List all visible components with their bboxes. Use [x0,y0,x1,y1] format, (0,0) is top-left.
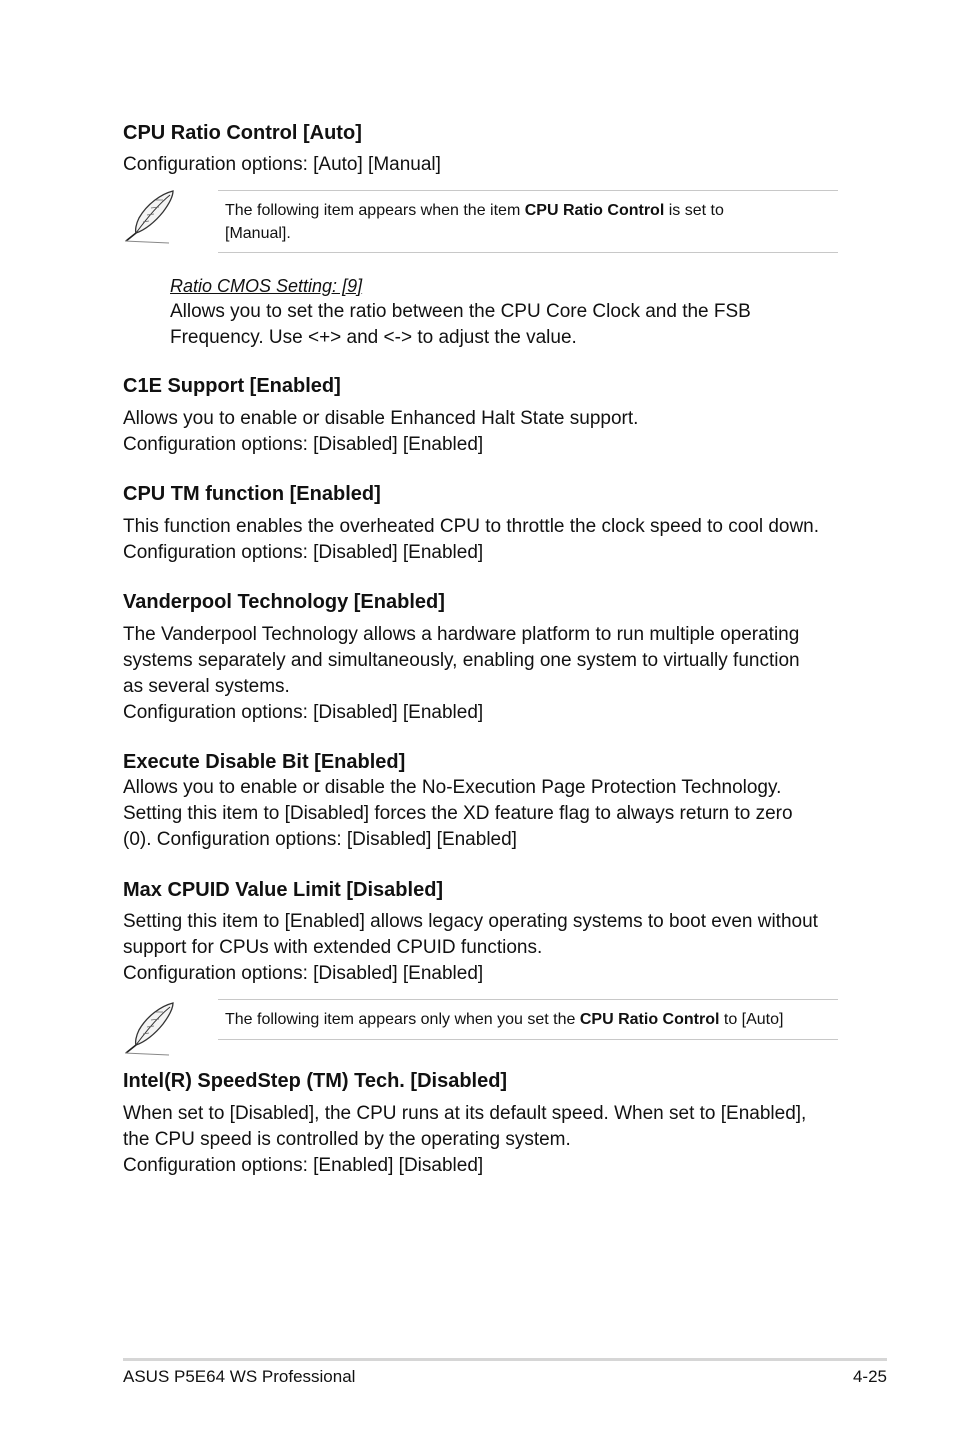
body-line: When set to [Disabled], the CPU runs at its default speed. When set to [Enabled], [123,1103,807,1124]
heading-vanderpool-technology: Vanderpool Technology [Enabled] [123,591,445,613]
body-line: Allows you to set the ratio between the CPU Core Clock and the FSB [170,301,751,322]
max-cpuid-value-limit-body [123,909,818,987]
body-line: The Vanderpool Technology allows a hardware platform to run multiple operating [123,624,800,645]
body-line: Configuration options: [Auto] [Manual] [123,154,441,175]
footer-page-number: 4-25 [852,1367,887,1386]
c1e-support-body [123,406,638,458]
body-line: This function enables the overheated CPU to throttle the clock speed to cool down. [123,516,820,537]
body-line: Configuration options: [Disabled] [Enabled] [123,702,484,723]
ratio-cmos-setting-title: Ratio CMOS Setting: [9] [170,276,363,296]
cpu-tm-function-body [123,514,819,566]
note-bold-item: CPU Ratio Control [524,202,665,219]
body-line: Configuration options: [Disabled] [Enabled] [123,963,484,984]
heading-execute-disable-bit: Execute Disable Bit [Enabled] [123,751,406,773]
note-text: The following item appears when the item CPU Ratio Control is set to [Manual]. [225,202,724,242]
note-top-rule [218,999,838,1000]
body-line: Allows you to enable or disable the No-Execution Page Protection Technology. [123,777,782,798]
feather-pen-icon [123,188,179,244]
heading-max-cpuid-value-limit: Max CPUID Value Limit [Disabled] [123,879,444,901]
heading-cpu-tm-function: CPU TM function [Enabled] [123,483,381,505]
intel-speedstep-body [123,1101,806,1179]
body-line: Allows you to enable or disable Enhanced Halt State support. [123,408,639,429]
body-line: Configuration options: [Enabled] [Disabled] [123,1155,484,1176]
ratio-cmos-setting-body [170,273,751,351]
vanderpool-technology-body [123,622,800,726]
body-line: systems separately and simultaneously, enabling one system to virtually function [123,650,800,671]
note-top-rule [218,190,838,191]
heading-cpu-ratio-control: CPU Ratio Control [Auto] [123,122,362,144]
heading-intel-speedstep: Intel(R) SpeedStep (TM) Tech. [Disabled] [123,1070,508,1092]
body-line: Configuration options: [Disabled] [Enabled] [123,542,484,563]
body-line: as several systems. [123,676,290,697]
body-line: the CPU speed is controlled by the operating system. [123,1129,571,1150]
note-bottom-rule [218,252,838,253]
body-line: Frequency. Use <+> and <-> to adjust the value. [170,327,577,348]
footer-product-name: ASUS P5E64 WS Professional [123,1367,356,1386]
footer-rule [123,1358,887,1361]
body-line: Setting this item to [Enabled] allows legacy operating systems to boot even without [123,911,818,932]
heading-c1e-support: C1E Support [Enabled] [123,375,341,397]
body-line: support for CPUs with extended CPUID functions. [123,937,543,958]
note-bottom-rule [218,1039,838,1040]
body-line: Setting this item to [Disabled] forces the XD feature flag to always return to zero [123,803,793,824]
body-line: (0). Configuration options: [Disabled] [Enabled] [123,829,517,850]
note-bold-item: CPU Ratio Control [579,1011,720,1028]
note-text: The following item appears only when you set the CPU Ratio Control to [Auto] [225,1011,784,1028]
feather-pen-icon [123,1000,179,1056]
body-line: Configuration options: [Disabled] [Enabled] [123,434,484,455]
cpu-ratio-control-body [123,152,441,178]
execute-disable-bit-body [123,775,793,853]
